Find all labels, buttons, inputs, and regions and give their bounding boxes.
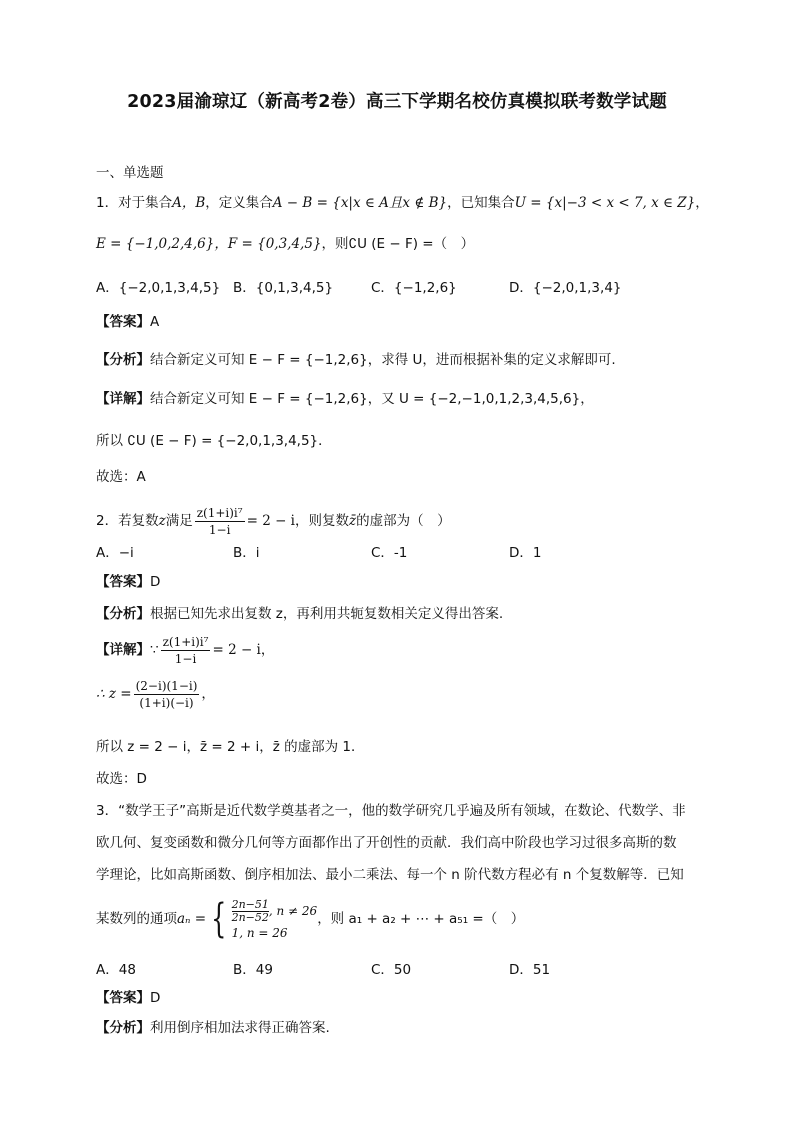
q2-frac-num: z(1+i)i⁷ (196, 505, 243, 520)
section-heading: 一、单选题 (96, 165, 164, 181)
answer-value: D (150, 990, 161, 1006)
q1-option-c: C．{−1,2,6} (371, 280, 457, 296)
q1-stem-c: ，已知集合 (447, 195, 515, 211)
analysis-text: 利用倒序相加法求得正确答案. (150, 1020, 330, 1036)
q1-stem-u: U = {x|−3 < x < 7, x ∈ Z} (514, 195, 696, 211)
q2-step-num: (2−i)(1−i) (135, 678, 198, 693)
q2-stem-b: 满足 (165, 513, 193, 529)
therefore-z: ∴ z = (96, 686, 132, 702)
q1-option-b: B．{0,1,3,4,5} (233, 280, 334, 296)
q1-set-f: ，F = {0,3,4,5} (214, 236, 322, 252)
q2-detail-fraction (161, 634, 211, 667)
q1-analysis (96, 350, 616, 370)
q3-line4 (96, 892, 524, 946)
q3-line4-post: ，则 a₁ + a₂ + ⋯ + a₅₁ =（ ） (317, 911, 525, 927)
analysis-text: 结合新定义可知 E − F = {−1,2,6}，求得 U，进而根据补集的定义求解即可. (150, 352, 616, 368)
q1-stem-vars: A，B (172, 195, 206, 211)
q3-answer (96, 988, 160, 1008)
q2-stem (96, 503, 451, 539)
answer-value: A (150, 314, 160, 330)
q2-option-c: C．-1 (371, 545, 408, 561)
q2-zbar: z̄ (349, 513, 357, 529)
detail-tag: 【详解】 (96, 642, 150, 658)
q2-fraction (195, 505, 245, 538)
q3-line2: 欧几何、复变函数和微分几何等方面都作出了开创性的贡献．我们高中阶段也学习过很多高斯的数 (96, 835, 677, 851)
q1-question: ，则∁U (E − F) =（ ） (321, 236, 475, 252)
q2-result: 所以 z = 2 − i，z̄ = 2 + i，z̄ 的虚部为 1． (96, 739, 365, 755)
q3-line3: 学理论，比如高斯函数、倒序相加法、最小二乘法、每一个 n 阶代数方程必有 n 个复数解等．已知 (96, 867, 684, 883)
q1-answer (96, 312, 159, 332)
q2-rhs: = 2 − i (246, 513, 295, 529)
q3-line4-pre: 某数列的通项 (96, 911, 177, 927)
q1-option-a: A．{−2,0,1,3,4,5} (96, 280, 221, 296)
left-brace: { (211, 896, 227, 942)
page-title: 2023届渝琼辽（新高考2卷）高三下学期名校仿真模拟联考数学试题 (127, 92, 667, 112)
q2-answer (96, 572, 160, 592)
q2-detail (96, 632, 274, 668)
answer-tag: 【答案】 (96, 314, 150, 330)
q2-stem-d: 的虚部为（ ） (356, 513, 451, 529)
q1-detail (96, 389, 594, 409)
q2-step-den: (1+i)(−i) (139, 695, 194, 710)
q1-stem-def: A − B = {x|x ∈ A且x ∉ B} (272, 195, 448, 211)
q3-an: aₙ = (177, 911, 207, 927)
q3-cases (232, 899, 318, 940)
answer-value: D (150, 574, 161, 590)
q1-choose: 故选：A (96, 469, 146, 485)
analysis-text: 根据已知先求出复数 z，再利用共轭复数相关定义得出答案. (150, 606, 504, 622)
q2-analysis (96, 604, 503, 624)
detail-tag: 【详解】 (96, 391, 150, 407)
q2-step-end: ， (201, 686, 215, 702)
analysis-tag: 【分析】 (96, 606, 150, 622)
q3-case1-cond: , n ≠ 26 (268, 903, 318, 918)
because-symbol: ∵ (150, 642, 159, 658)
q3-analysis (96, 1018, 330, 1038)
q1-stem-a: 1．对于集合 (96, 195, 173, 211)
q2-stem-a: 2．若复数 (96, 513, 159, 529)
answer-tag: 【答案】 (96, 574, 150, 590)
q3-line1: 3．“数学王子”高斯是近代数学奠基者之一，他的数学研究几乎遍及所有领域，在数论、代数学、非 (96, 803, 686, 819)
detail-text: 结合新定义可知 E − F = {−1,2,6}，又 U = {−2,−1,0,1,2,3,4,5,6}， (150, 391, 594, 407)
q1-detail-2: 所以 ∁U (E − F) = {−2,0,1,3,4,5}． (96, 433, 332, 449)
analysis-tag: 【分析】 (96, 352, 150, 368)
q2-detail-den: 1−i (174, 651, 197, 666)
q3-case1-frac (232, 899, 269, 924)
q3-case1-num: 2n−51 (231, 897, 269, 911)
q3-option-b: B．49 (233, 962, 273, 978)
q3-case1-den: 2n−52 (231, 910, 269, 924)
analysis-tag: 【分析】 (96, 1020, 150, 1036)
q3-option-c: C．50 (371, 962, 412, 978)
q2-option-a: A．−i (96, 545, 134, 561)
q1-stem-b: ，定义集合 (205, 195, 273, 211)
q1-stem-line1 (96, 193, 709, 213)
q2-choose: 故选：D (96, 771, 147, 787)
q2-stem-c: ，则复数 (295, 513, 349, 529)
q2-step-fraction (134, 678, 200, 711)
q3-option-d: D．51 (509, 962, 551, 978)
q2-detail-rhs: = 2 − i， (212, 642, 275, 658)
q2-option-b: B．i (233, 545, 260, 561)
q1-stem-end: ， (695, 195, 709, 211)
q1-option-d: D．{−2,0,1,3,4} (509, 280, 622, 296)
q3-case2: 1, n = 26 (231, 925, 288, 940)
q2-frac-den: 1−i (208, 522, 231, 537)
q2-step (96, 676, 215, 712)
answer-tag: 【答案】 (96, 990, 150, 1006)
q1-set-e: E = {−1,0,2,4,6} (96, 236, 215, 252)
q3-option-a: A．48 (96, 962, 136, 978)
q2-option-d: D．1 (509, 545, 542, 561)
q2-detail-num: z(1+i)i⁷ (162, 634, 209, 649)
q1-stem-line2 (96, 234, 474, 254)
q2-z: z (158, 513, 166, 529)
